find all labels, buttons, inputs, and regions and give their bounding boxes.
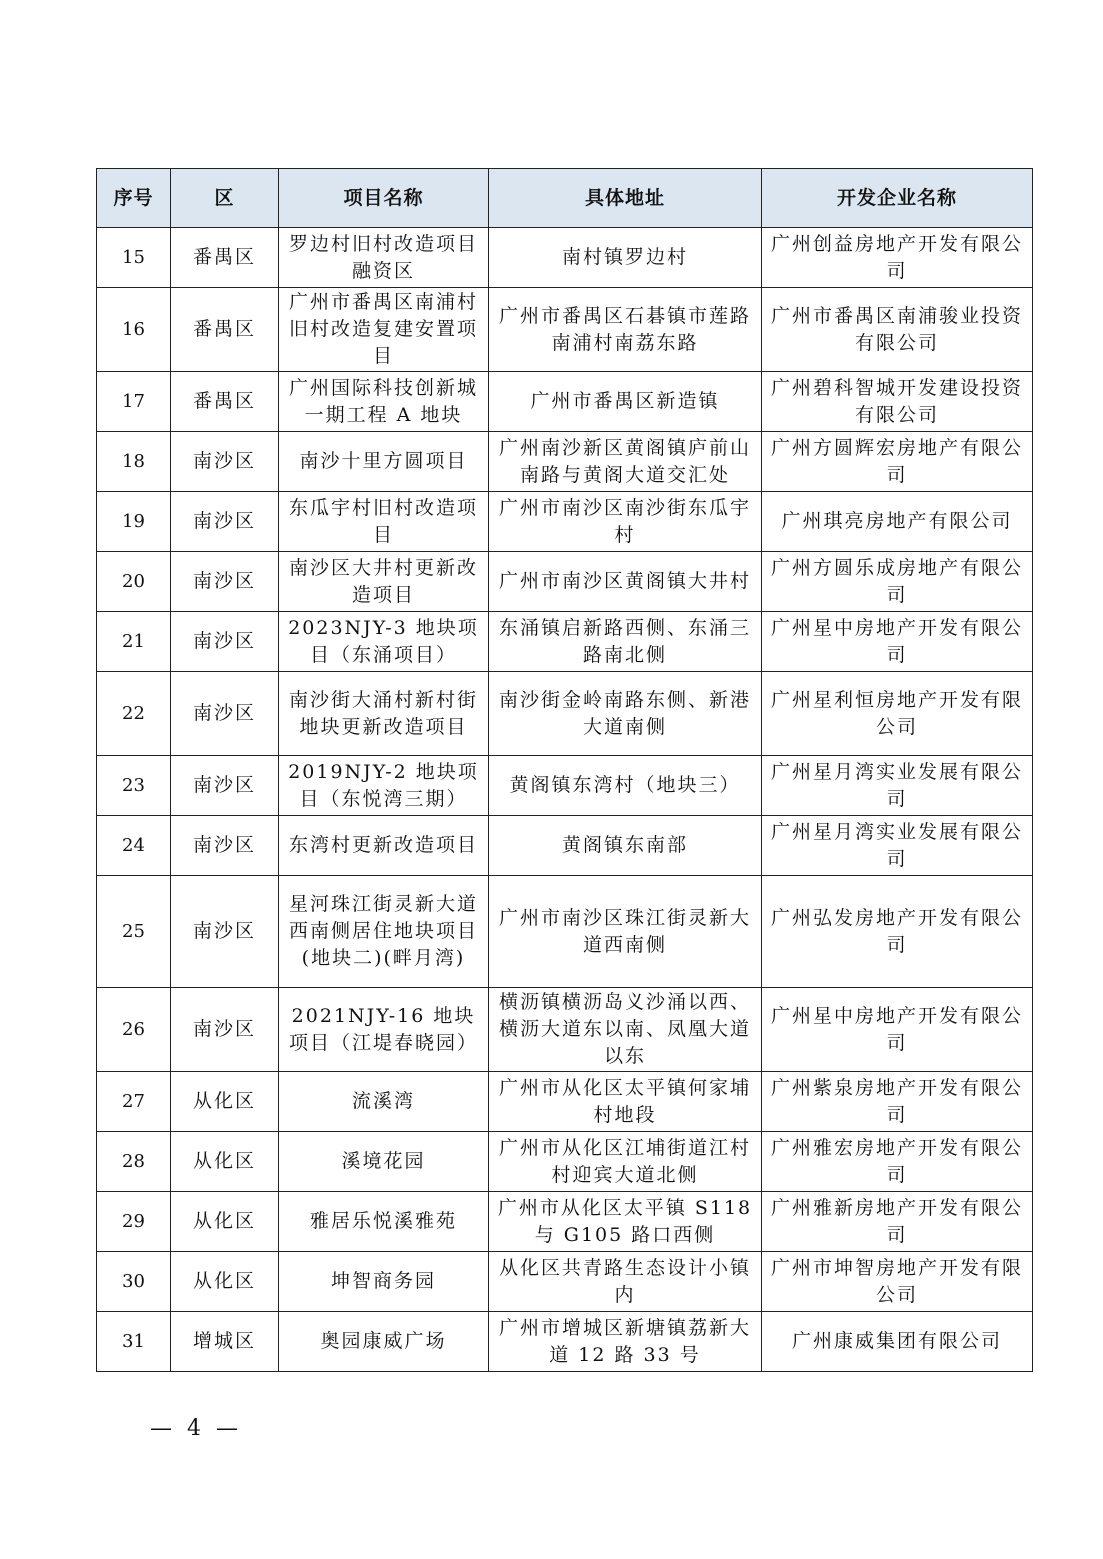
cell-developer: 广州星月湾实业发展有限公司 — [762, 816, 1033, 876]
cell-developer: 广州星中房地产开发有限公司 — [762, 988, 1033, 1072]
table-row — [97, 1312, 1033, 1372]
cell-district: 从化区 — [171, 1192, 279, 1252]
cell-project-name: 广州市番禺区南浦村旧村改造复建安置项目 — [279, 288, 489, 372]
cell-address: 广州市南沙区黄阁镇大井村 — [489, 552, 762, 612]
cell-district: 南沙区 — [171, 612, 279, 672]
cell-district: 从化区 — [171, 1132, 279, 1192]
cell-project-name: 罗边村旧村改造项目融资区 — [279, 228, 489, 288]
cell-project-name: 广州国际科技创新城一期工程 A 地块 — [279, 372, 489, 432]
cell-project-name: 2023NJY-3 地块项目（东涌项目） — [279, 612, 489, 672]
cell-project-name: 坤智商务园 — [279, 1252, 489, 1312]
cell-developer: 广州雅新房地产开发有限公司 — [762, 1192, 1033, 1252]
cell-developer: 广州星月湾实业发展有限公司 — [762, 756, 1033, 816]
table-row — [97, 1072, 1033, 1132]
cell-address: 东涌镇启新路西侧、东涌三路南北侧 — [489, 612, 762, 672]
cell-developer: 广州碧科智城开发建设投资有限公司 — [762, 372, 1033, 432]
cell-address: 广州市南沙区珠江街灵新大道西南侧 — [489, 876, 762, 988]
table-row — [97, 228, 1033, 288]
cell-district: 番禺区 — [171, 372, 279, 432]
cell-address: 广州市南沙区南沙街东瓜宇村 — [489, 492, 762, 552]
cell-project-name: 2021NJY-16 地块项目（江堤春晓园） — [279, 988, 489, 1072]
cell-seq: 19 — [97, 492, 171, 552]
table-row — [97, 756, 1033, 816]
cell-seq: 17 — [97, 372, 171, 432]
cell-seq: 25 — [97, 876, 171, 988]
cell-address: 广州市增城区新塘镇荔新大道 12 路 33 号 — [489, 1312, 762, 1372]
table-row — [97, 988, 1033, 1072]
cell-seq: 18 — [97, 432, 171, 492]
cell-seq: 22 — [97, 672, 171, 756]
table-row — [97, 288, 1033, 372]
table-row — [97, 552, 1033, 612]
cell-address: 横沥镇横沥岛义沙涌以西、横沥大道东以南、凤凰大道以东 — [489, 988, 762, 1072]
cell-developer: 广州雅宏房地产开发有限公司 — [762, 1132, 1033, 1192]
cell-project-name: 溪境花园 — [279, 1132, 489, 1192]
cell-district: 南沙区 — [171, 988, 279, 1072]
cell-project-name: 奥园康威广场 — [279, 1312, 489, 1372]
cell-district: 从化区 — [171, 1252, 279, 1312]
cell-district: 南沙区 — [171, 492, 279, 552]
cell-district: 南沙区 — [171, 552, 279, 612]
cell-project-name: 东湾村更新改造项目 — [279, 816, 489, 876]
cell-address: 南村镇罗边村 — [489, 228, 762, 288]
table-row — [97, 372, 1033, 432]
cell-district: 从化区 — [171, 1072, 279, 1132]
table-row — [97, 672, 1033, 756]
cell-address: 黄阁镇东南部 — [489, 816, 762, 876]
cell-project-name: 南沙十里方圆项目 — [279, 432, 489, 492]
cell-developer: 广州康威集团有限公司 — [762, 1312, 1033, 1372]
cell-seq: 16 — [97, 288, 171, 372]
cell-project-name: 流溪湾 — [279, 1072, 489, 1132]
cell-district: 南沙区 — [171, 816, 279, 876]
cell-developer: 广州弘发房地产开发有限公司 — [762, 876, 1033, 988]
cell-developer: 广州方圆乐成房地产有限公司 — [762, 552, 1033, 612]
cell-seq: 28 — [97, 1132, 171, 1192]
header-seq: 序号 — [97, 169, 171, 228]
cell-address: 广州南沙新区黄阁镇庐前山南路与黄阁大道交汇处 — [489, 432, 762, 492]
cell-seq: 26 — [97, 988, 171, 1072]
header-address: 具体地址 — [489, 169, 762, 228]
cell-address: 广州市从化区太平镇 S118 与 G105 路口西侧 — [489, 1192, 762, 1252]
cell-seq: 27 — [97, 1072, 171, 1132]
cell-district: 南沙区 — [171, 756, 279, 816]
cell-project-name: 雅居乐悦溪雅苑 — [279, 1192, 489, 1252]
table-header-row — [97, 169, 1033, 228]
cell-developer: 广州市坤智房地产开发有限公司 — [762, 1252, 1033, 1312]
cell-seq: 21 — [97, 612, 171, 672]
cell-district: 南沙区 — [171, 672, 279, 756]
cell-address: 广州市番禺区新造镇 — [489, 372, 762, 432]
cell-seq: 31 — [97, 1312, 171, 1372]
table-row — [97, 612, 1033, 672]
cell-project-name: 南沙区大井村更新改造项目 — [279, 552, 489, 612]
cell-project-name: 2019NJY-2 地块项目（东悦湾三期） — [279, 756, 489, 816]
table-row — [97, 1192, 1033, 1252]
cell-district: 番禺区 — [171, 228, 279, 288]
cell-district: 番禺区 — [171, 288, 279, 372]
cell-address: 从化区共青路生态设计小镇内 — [489, 1252, 762, 1312]
cell-seq: 20 — [97, 552, 171, 612]
cell-district: 南沙区 — [171, 432, 279, 492]
cell-district: 增城区 — [171, 1312, 279, 1372]
cell-seq: 23 — [97, 756, 171, 816]
cell-address: 黄阁镇东湾村（地块三） — [489, 756, 762, 816]
table-body — [97, 228, 1033, 1372]
cell-developer: 广州市番禺区南浦骏业投资有限公司 — [762, 288, 1033, 372]
cell-seq: 15 — [97, 228, 171, 288]
cell-project-name: 星河珠江街灵新大道西南侧居住地块项目(地块二)(畔月湾) — [279, 876, 489, 988]
cell-district: 南沙区 — [171, 876, 279, 988]
cell-developer: 广州方圆辉宏房地产有限公司 — [762, 432, 1033, 492]
header-project-name: 项目名称 — [279, 169, 489, 228]
cell-developer: 广州星利恒房地产开发有限公司 — [762, 672, 1033, 756]
cell-seq: 29 — [97, 1192, 171, 1252]
header-district: 区 — [171, 169, 279, 228]
header-developer: 开发企业名称 — [762, 169, 1033, 228]
table-row — [97, 1252, 1033, 1312]
cell-developer: 广州琪亮房地产有限公司 — [762, 492, 1033, 552]
cell-project-name: 南沙街大涌村新村街地块更新改造项目 — [279, 672, 489, 756]
cell-developer: 广州星中房地产开发有限公司 — [762, 612, 1033, 672]
cell-project-name: 东瓜宇村旧村改造项目 — [279, 492, 489, 552]
project-table — [96, 168, 1033, 1372]
cell-address: 广州市从化区太平镇何家埔村地段 — [489, 1072, 762, 1132]
cell-address: 南沙街金岭南路东侧、新港大道南侧 — [489, 672, 762, 756]
page-number: — 4 — — [150, 1416, 242, 1441]
table-row — [97, 1132, 1033, 1192]
cell-address: 广州市从化区江埔街道江村村迎宾大道北侧 — [489, 1132, 762, 1192]
cell-seq: 24 — [97, 816, 171, 876]
table-row — [97, 492, 1033, 552]
cell-developer: 广州紫泉房地产开发有限公司 — [762, 1072, 1033, 1132]
table-row — [97, 816, 1033, 876]
cell-address: 广州市番禺区石碁镇市莲路南浦村南荔东路 — [489, 288, 762, 372]
cell-seq: 30 — [97, 1252, 171, 1312]
table-row — [97, 876, 1033, 988]
table-row — [97, 432, 1033, 492]
cell-developer: 广州创益房地产开发有限公司 — [762, 228, 1033, 288]
